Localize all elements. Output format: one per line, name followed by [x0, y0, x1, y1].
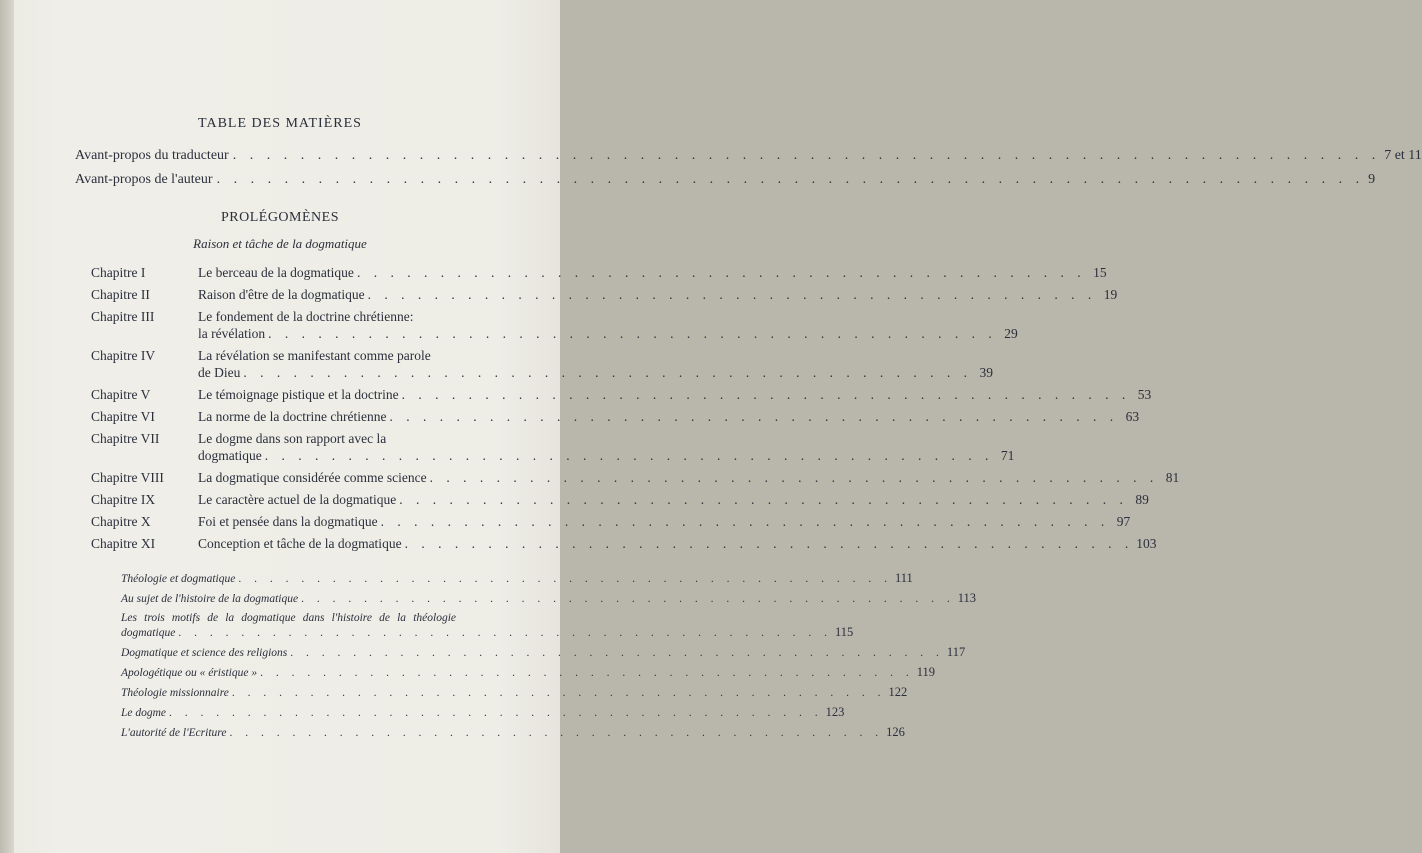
entry-title: L'autorité de l'Ecriture — [121, 727, 227, 739]
entry-title: Au sujet de l'histoire de la dogmatique — [121, 593, 299, 605]
entry-line — [198, 430, 1014, 447]
entry-line — [121, 665, 935, 680]
entry-page: 71 — [1000, 448, 1015, 463]
dot-leader — [260, 666, 914, 680]
entry-body — [198, 513, 1130, 530]
entry-line — [121, 611, 456, 625]
entry-line — [121, 591, 976, 606]
chapter-entry-2 — [91, 308, 1018, 342]
entry-line — [121, 705, 845, 720]
chapter-entry-4 — [91, 386, 1152, 403]
dot-leader — [268, 325, 997, 342]
chapter-list — [91, 264, 1180, 557]
entry-page: 117 — [946, 645, 966, 659]
entry-line — [198, 308, 1018, 325]
entry-page: 113 — [957, 591, 976, 605]
entry-line — [198, 364, 993, 381]
entry-line — [198, 447, 1014, 464]
chapter-number: Chapitre IV — [91, 348, 156, 363]
chapter-entry-6 — [91, 430, 1015, 464]
dot-leader — [233, 147, 1381, 164]
chapter-number: Chapitre VI — [91, 409, 155, 424]
subsection-entry-6 — [121, 705, 845, 720]
entry-label: Avant-propos du traducteur — [75, 148, 229, 163]
entry-page: 29 — [1004, 326, 1018, 341]
dot-leader — [390, 408, 1119, 425]
entry-title: dogmatique — [121, 627, 176, 639]
entry-page: 63 — [1125, 409, 1140, 424]
entry-body — [198, 535, 1156, 552]
subsection-entry-3 — [121, 645, 966, 660]
chapter-entry-7 — [91, 469, 1180, 486]
dot-leader — [238, 572, 892, 586]
chapter-entry-9 — [91, 513, 1131, 530]
dot-leader — [217, 171, 1365, 188]
dot-leader — [265, 447, 994, 464]
chapter-entry-0 — [91, 264, 1107, 281]
entry-line — [121, 571, 913, 586]
entry-line — [198, 325, 1018, 342]
entry-page: 122 — [888, 685, 908, 699]
entry-page: 9 — [1368, 172, 1376, 187]
entry-page: 111 — [894, 571, 913, 585]
entry-line — [198, 408, 1139, 425]
entry-line — [198, 347, 993, 364]
dot-leader — [402, 386, 1131, 403]
section-subtitle: Raison et tâche de la dogmatique — [193, 236, 367, 251]
entry-title: de Dieu — [198, 365, 241, 380]
dot-leader — [301, 592, 955, 606]
chapter-entry-1 — [91, 286, 1118, 303]
entry-body — [198, 408, 1139, 425]
entry-title: Les trois motifs de la dogmatique dans l'histoire de la théologie — [121, 612, 456, 624]
toc-entry-front-0 — [75, 147, 1422, 164]
subsection-entry-0 — [121, 571, 913, 586]
entry-page: 115 — [834, 625, 854, 639]
chapter-number: Chapitre I — [91, 265, 146, 280]
entry-line — [198, 491, 1149, 508]
entry-title: la révélation — [198, 326, 266, 341]
chapter-number: Chapitre V — [91, 387, 151, 402]
chapter-number: Chapitre III — [91, 309, 155, 324]
entry-page: 97 — [1116, 514, 1131, 529]
entry-line — [198, 513, 1130, 530]
dot-leader — [243, 364, 972, 381]
entry-line — [198, 535, 1156, 552]
entry-title: La dogmatique considérée comme science — [198, 470, 427, 485]
entry-line — [121, 625, 854, 640]
subsection-entry-7 — [121, 725, 905, 740]
entry-title: Le dogme — [121, 707, 167, 719]
entry-title: Raison d'être de la dogmatique — [198, 287, 365, 302]
entry-line — [198, 286, 1117, 303]
dot-leader — [399, 491, 1128, 508]
chapter-entry-10 — [91, 535, 1157, 552]
toc-entry-front-1 — [75, 171, 1376, 188]
entry-title: Conception et tâche de la dogmatique — [198, 536, 402, 551]
dot-leader — [178, 626, 832, 640]
entry-body — [198, 386, 1151, 403]
entry-page: 123 — [825, 705, 845, 719]
chapter-entry-8 — [91, 491, 1149, 508]
chapter-number: Chapitre IX — [91, 492, 156, 507]
entry-title: Le berceau de la dogmatique — [198, 265, 354, 280]
entry-title: Foi et pensée dans la dogmatique — [198, 514, 378, 529]
entry-title: Le témoignage pistique et la doctrine — [198, 387, 399, 402]
entry-line — [198, 386, 1151, 403]
entry-page: 53 — [1137, 387, 1152, 402]
dot-leader — [232, 686, 886, 700]
entry-title: Le dogme dans son rapport avec la — [198, 431, 387, 446]
entry-body — [198, 286, 1117, 303]
section-heading: PROLÉGOMÈNES — [220, 210, 339, 225]
entry-line — [121, 725, 905, 740]
toc-title: TABLE DES MATIÈRES — [198, 116, 362, 131]
chapter-number: Chapitre XI — [91, 536, 156, 551]
entry-title: Théologie et dogmatique — [121, 573, 236, 585]
entry-page: 103 — [1136, 536, 1157, 551]
entry-line — [121, 645, 966, 660]
chapter-number: Chapitre VII — [91, 431, 160, 446]
chapter-number: Chapitre VIII — [91, 470, 164, 485]
entry-page: 89 — [1135, 492, 1149, 507]
entry-title: Dogmatique et science des religions — [121, 647, 288, 659]
entry-line — [121, 685, 908, 700]
entry-page: 126 — [886, 725, 905, 739]
chapter-number: Chapitre II — [91, 287, 150, 302]
subsection-entry-1 — [121, 591, 976, 606]
entry-body — [198, 264, 1107, 281]
dot-leader — [381, 513, 1110, 530]
entry-page: 81 — [1165, 470, 1180, 485]
subsection-entry-2 — [121, 611, 854, 640]
dot-leader — [405, 535, 1134, 552]
entry-title: Le caractère actuel de la dogmatique — [198, 492, 397, 507]
entry-line — [198, 469, 1179, 486]
entry-label: Avant-propos de l'auteur — [75, 172, 213, 187]
dot-leader — [357, 264, 1086, 281]
entry-page: 119 — [916, 665, 935, 679]
subsection-entry-4 — [121, 665, 935, 680]
subsection-entry-5 — [121, 685, 908, 700]
entry-title: La norme de la doctrine chrétienne — [198, 409, 387, 424]
entry-line — [198, 264, 1107, 281]
entry-page: 39 — [979, 365, 993, 380]
dot-leader — [368, 286, 1097, 303]
dot-leader — [169, 706, 823, 720]
dot-leader — [430, 469, 1159, 486]
entry-page: 7 et 11 — [1384, 148, 1422, 163]
entry-title: Théologie missionnaire — [121, 687, 229, 699]
entry-body — [198, 347, 993, 381]
entry-title: dogmatique — [198, 448, 262, 463]
dot-leader — [229, 726, 883, 740]
chapter-entry-5 — [91, 408, 1140, 425]
entry-title: La révélation se manifestant comme parole — [198, 348, 431, 363]
entry-body — [198, 430, 1014, 464]
subsection-list — [121, 571, 976, 745]
entry-body — [198, 308, 1018, 342]
chapter-number: Chapitre X — [91, 514, 151, 529]
entry-page: 15 — [1093, 265, 1107, 280]
entry-body — [198, 469, 1179, 486]
dot-leader — [290, 646, 944, 660]
entry-title: Apologétique ou « éristique » — [121, 667, 258, 679]
chapter-entry-3 — [91, 347, 993, 381]
entry-body — [198, 491, 1149, 508]
entry-page: 19 — [1103, 287, 1118, 302]
entry-title: Le fondement de la doctrine chrétienne: — [198, 309, 414, 324]
